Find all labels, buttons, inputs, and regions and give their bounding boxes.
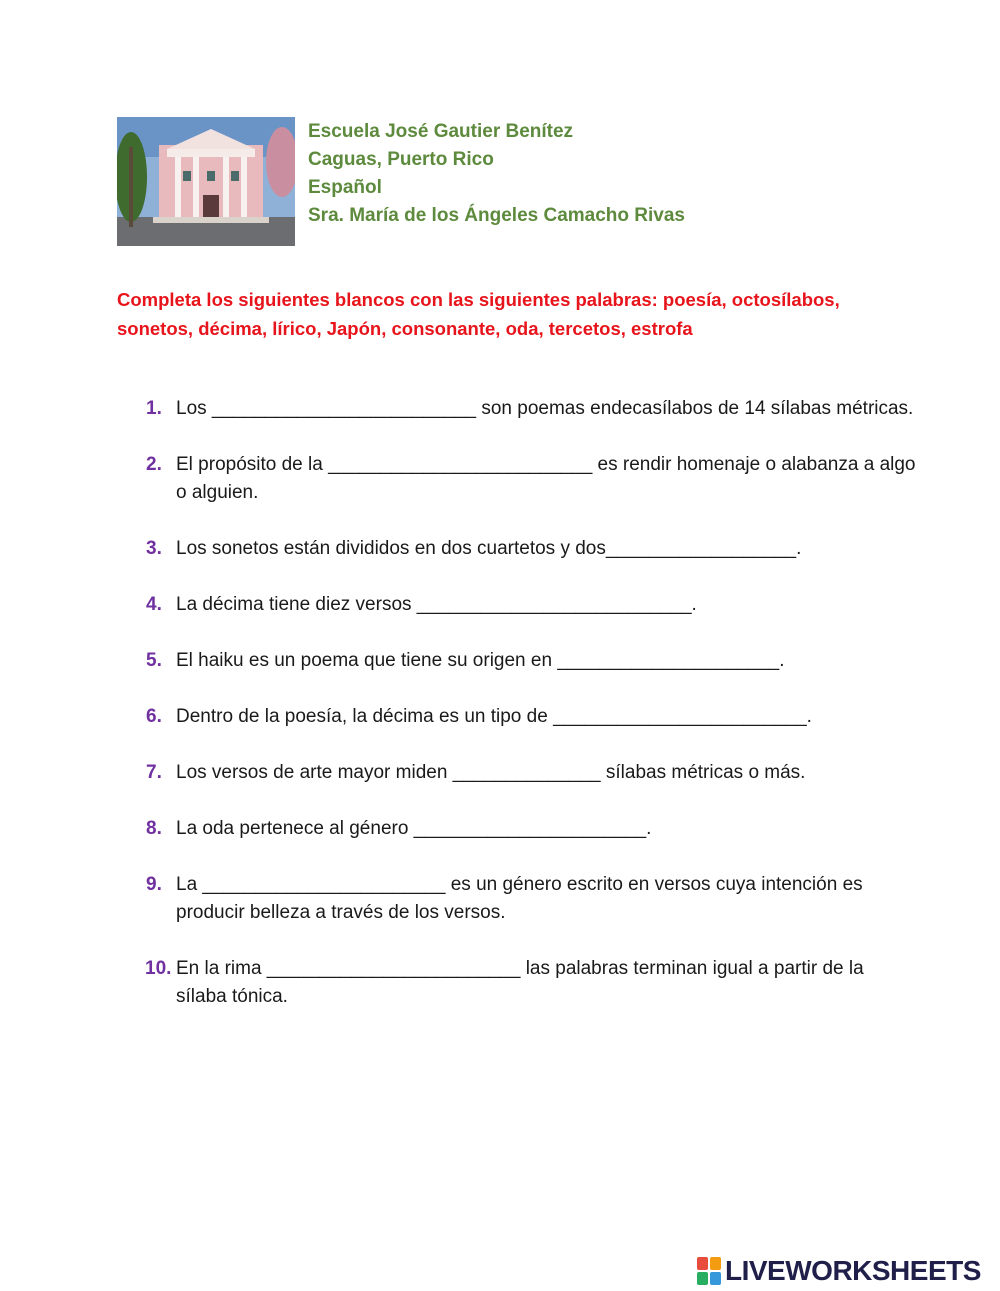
question-text: Los sonetos están divididos en dos cuartetos y dos__________________. [176, 538, 802, 559]
question-list [117, 395, 921, 1039]
school-building-illustration [117, 117, 295, 246]
question-9 [117, 871, 917, 927]
question-text: Los versos de arte mayor miden ______________ sílabas métricas o más. [176, 762, 806, 783]
question-7 [117, 759, 917, 787]
question-number: 2. [146, 454, 162, 475]
liveworksheets-logo [697, 1256, 981, 1286]
question-10 [117, 955, 917, 1011]
question-text: Dentro de la poesía, la décima es un tipo de ________________________. [176, 706, 812, 727]
liveworksheets-logo-icon [697, 1257, 721, 1285]
question-5 [117, 647, 917, 675]
question-text: La oda pertenece al género ______________________. [176, 818, 652, 839]
school-building-photo [117, 117, 295, 246]
subject: Español [308, 177, 382, 198]
instructions: Completa los siguientes blancos con las siguientes palabras: poesía, octosílabos, sonetos, décima, lírico, Japón, consonante, oda, tercetos, estrofa [117, 289, 840, 339]
question-number: 4. [146, 594, 162, 615]
school-location: Caguas, Puerto Rico [308, 149, 494, 170]
question-8 [117, 815, 917, 843]
question-text: Los _________________________ son poemas endecasílabos de 14 sílabas métricas. [176, 398, 914, 419]
question-number: 10. [145, 958, 172, 979]
question-text: El haiku es un poema que tiene su origen en _____________________. [176, 650, 785, 671]
question-2 [117, 451, 921, 507]
question-number: 7. [146, 762, 162, 783]
question-4 [117, 591, 917, 619]
question-number: 5. [146, 650, 162, 671]
logo-text: LIVEWORKSHEETS [725, 1255, 981, 1286]
question-text: La _______________________ es un género escrito en versos cuya intención es producir belleza a través de los versos. [176, 874, 868, 923]
school-name: Escuela José Gautier Benítez [308, 121, 574, 142]
question-text: En la rima ________________________ las palabras terminan igual a partir de la sílaba tónica. [176, 958, 869, 1007]
question-number: 8. [146, 818, 162, 839]
question-3 [117, 535, 917, 563]
question-number: 1. [146, 398, 162, 419]
question-text: La décima tiene diez versos __________________________. [176, 594, 697, 615]
teacher-name: Sra. María de los Ángeles Camacho Rivas [308, 205, 685, 226]
question-text: El propósito de la _________________________ es rendir homenaje o alabanza a algo o alguien. [176, 454, 921, 503]
question-number: 3. [146, 538, 162, 559]
question-6 [117, 703, 917, 731]
question-1 [117, 395, 917, 423]
question-number: 6. [146, 706, 162, 727]
header-info [308, 118, 685, 230]
question-number: 9. [146, 874, 162, 895]
